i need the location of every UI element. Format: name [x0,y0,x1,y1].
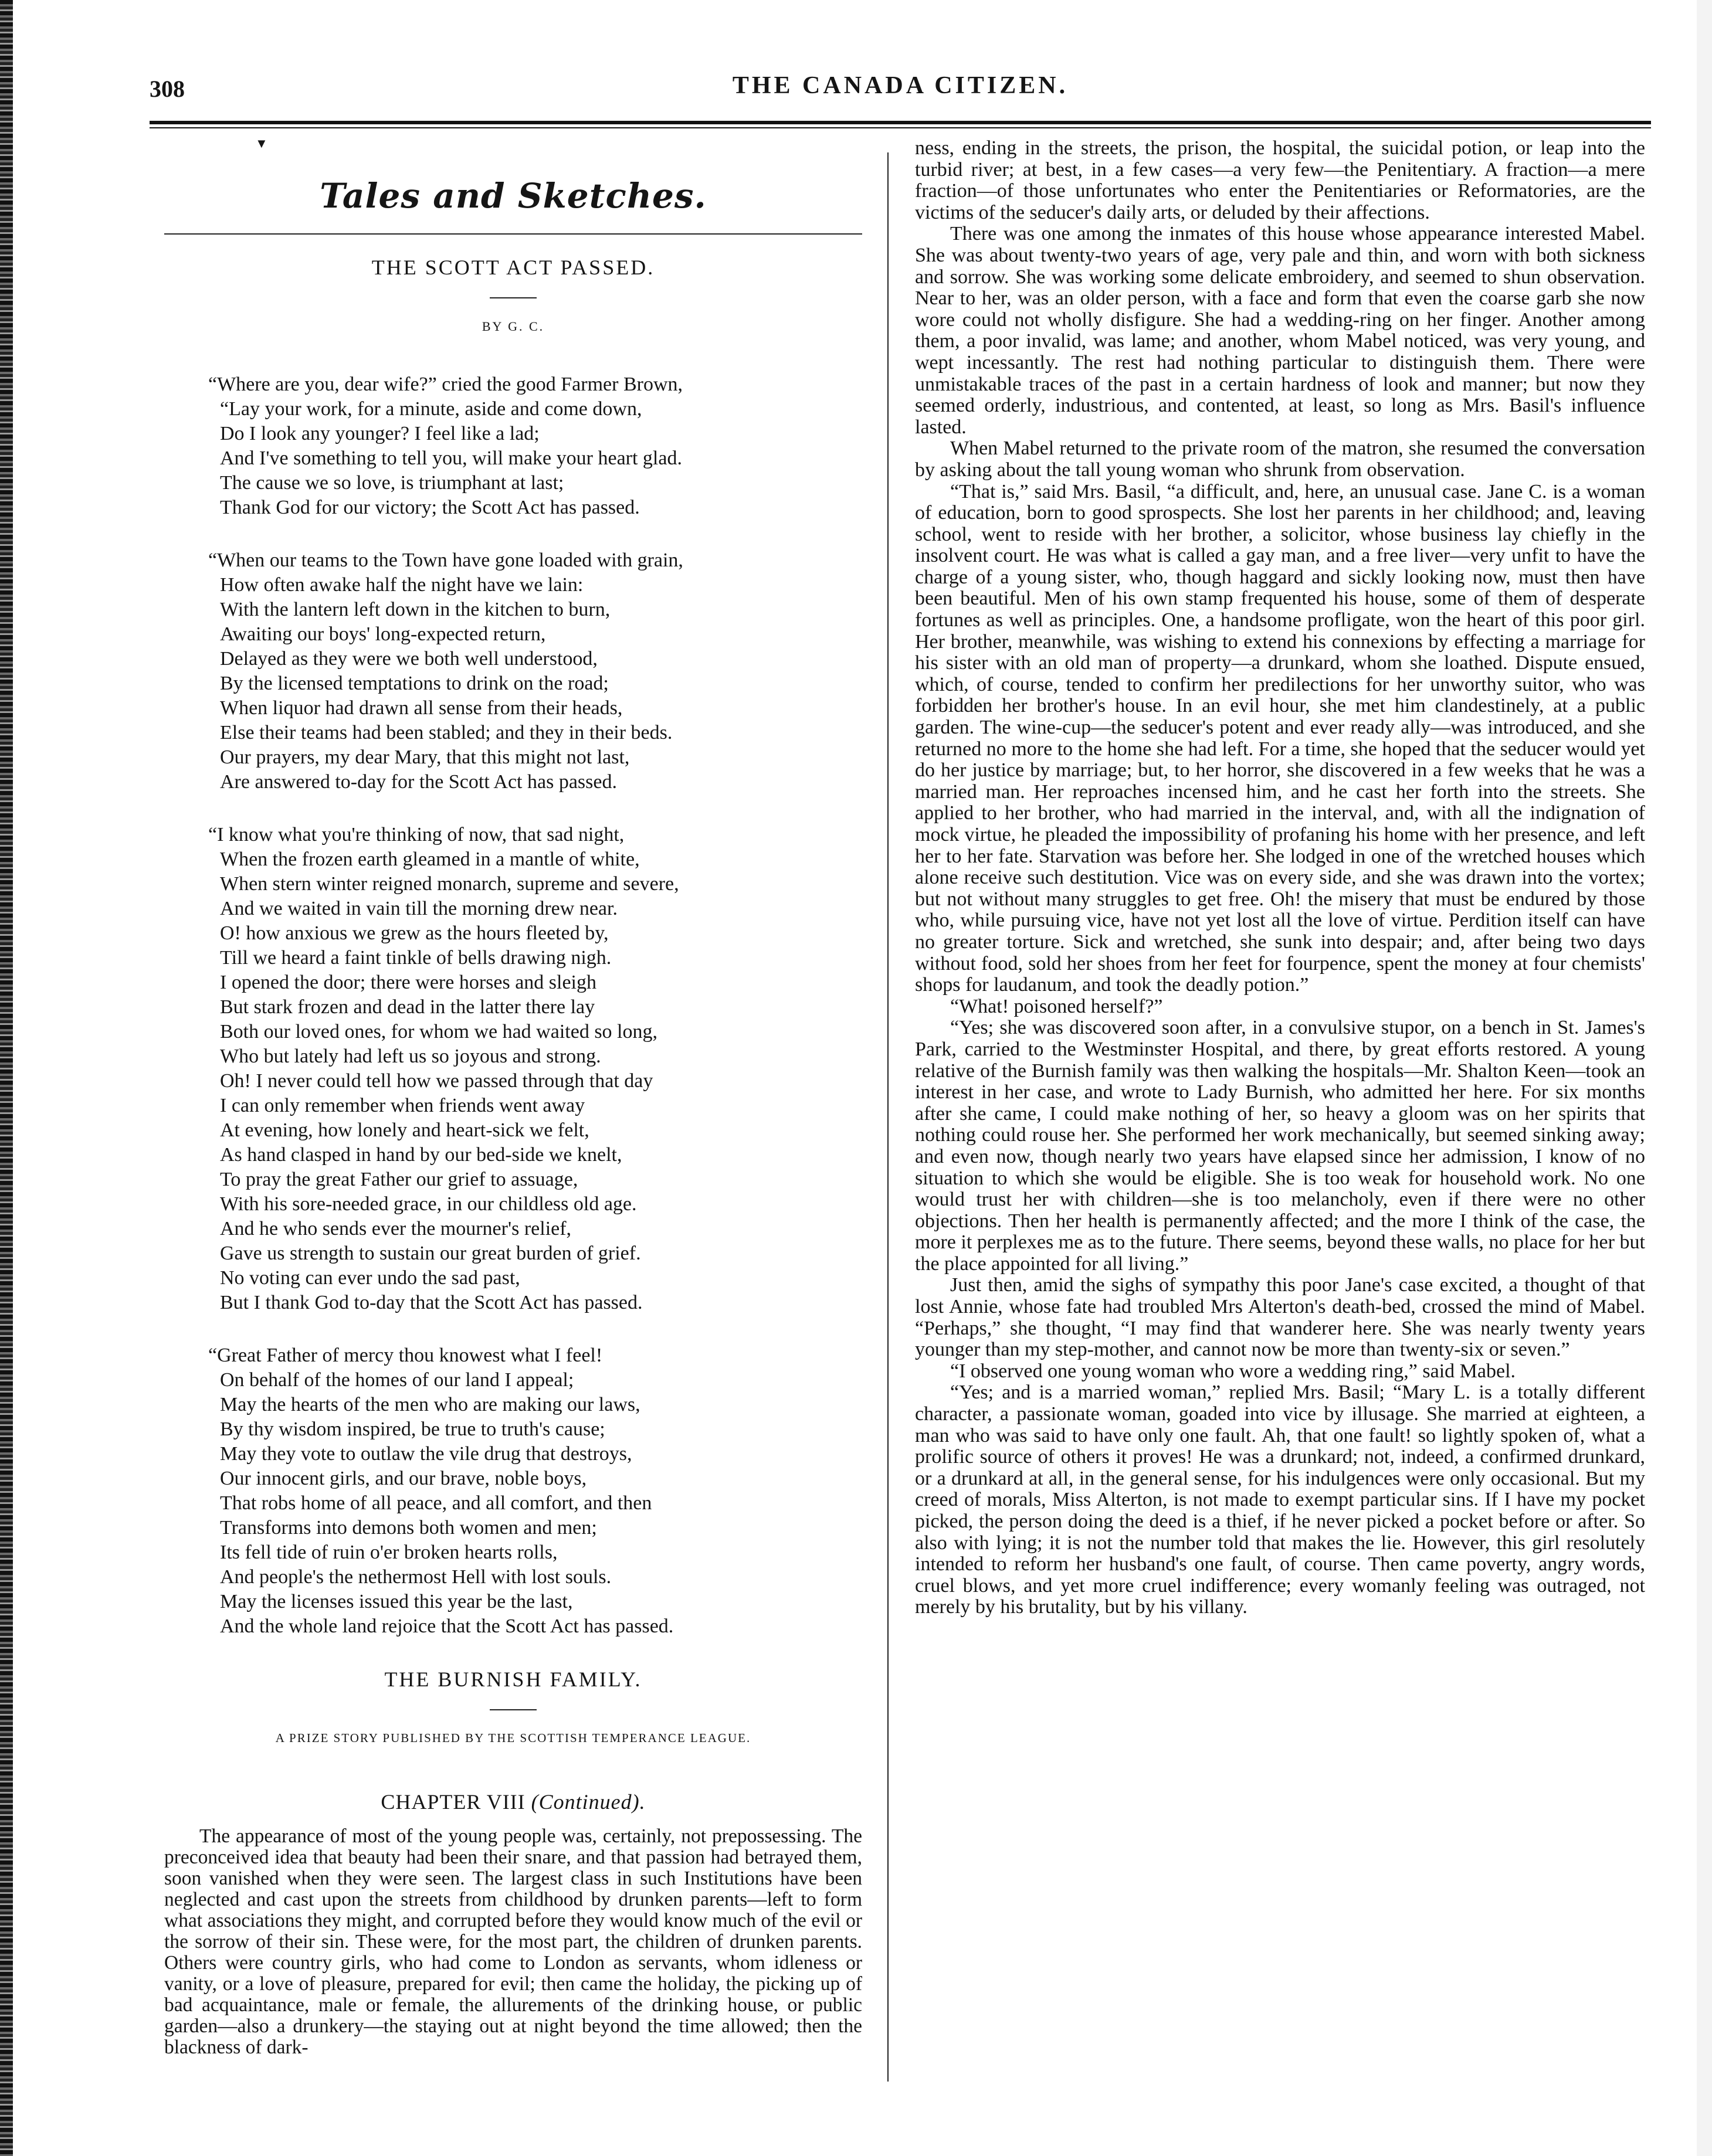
masthead [150,64,1651,117]
chapter-note: (Continued). [531,1790,646,1814]
poem-title: THE SCOTT ACT PASSED. [371,256,655,279]
page-number: 308 [150,76,185,102]
poem-line: That robs home of all peace, and all comfort, and then [220,1492,652,1514]
journal-title: THE CANADA CITIZEN. [732,72,1069,99]
poem-line: “Lay your work, for a minute, aside and come down, [220,398,642,420]
poem-line: “I know what you're thinking of now, that sad night, [208,824,625,846]
newspaper-page [150,64,1651,2117]
column-divider [887,152,889,2082]
story-title-rule [490,1709,537,1710]
poem-stanza [208,372,862,520]
page-margin-edge [1697,0,1712,2156]
story-paragraph: “Yes; she was discovered soon after, in a convulsive stupor, on a bench in St. James's Park, carried to the Westminster Hospital, and there, by great efforts restored. A young relative of the Burnish family was then walking the hospitals—Mr. Shalton Keen—took an interest in her case, and wrote to Lady Burnish, who admitted her here. For six months after she came, I could make nothing of her, so heavy a gloom was on her spirits that nothing could rouse her. She performed her work mechanically, but seemed sinking away; and even now, though nearly two years have elapsed since her admission, I know of no situation to which she would be eligible. She is too weak for household work. No one would trust her with children—she is too melancholy, even if there were no other objections. Then her health is permanently affected; and the more I think of the case, the more it perplexes me as to the future. There seems, beyond these walls, no place for her but the place appointed for all living.” [915,1017,1645,1275]
poem-line: At evening, how lonely and heart-sick we felt, [220,1119,589,1141]
poem-line: By the licensed temptations to drink on the road; [220,673,609,694]
poem-line: To pray the great Father our grief to assuage, [220,1169,578,1190]
poem-line: And he who sends ever the mourner's relief, [220,1218,572,1240]
story-paragraph: “Yes; and is a married woman,” replied Mrs. Basil; “Mary L. is a totally different character, a passionate woman, goaded into vice by illusage. She married at eighteen, a man who was said to have only one fault. Ah, that one fault! so lightly spoken of, what a prolific source of others it proves! He was a drunkard; not, indeed, a confirmed drunkard, or a drunkard at all, in the general sense, for his indulgences were only occasional. But my creed of morals, Miss Alterton, is not made to exempt particular sins. If I have my pocket picked, the person doing the deed is a thief, if he never picked a pocket before or after. So also with lying; it is not the number told that makes the lie. However, this girl resolutely intended to reform her husband's one fault, of course. Then came poverty, angry words, cruel blows, and yet more cruel indifference; every womanly feeling was outraged, not merely by his brutality, but by his villany. [915,1381,1645,1618]
masthead-rule-thin [150,127,1651,128]
poem-line: And I've something to tell you, will make your heart glad. [220,447,682,469]
poem-line: And we waited in vain till the morning drew near. [220,898,618,919]
story-paragraph: ness, ending in the streets, the prison, the hospital, the suicidal potion, or leap into the turbid river; at best, in a few cases—a very few—the Penitentiary. A fraction—a mere fraction—of those unfortunates who enter the Penitentiaries or Reformatories, are the victims of the seducer's daily arts, or deluded by their affections. [915,137,1645,223]
poem-line: “When our teams to the Town have gone loaded with grain, [208,549,683,571]
poem-line: And people's the nethermost Hell with lost souls. [220,1566,612,1588]
poem-line: Delayed as they were we both well understood, [220,648,598,670]
poem-line: The cause we so love, is triumphant at last; [220,472,564,494]
poem-line: Gave us strength to sustain our great burden of grief. [220,1242,641,1264]
chapter-label: CHAPTER VIII [381,1790,526,1814]
story-paragraph: When Mabel returned to the private room of the matron, she resumed the conversation by asking about the tall young woman who shrunk from observation. [915,437,1645,481]
poem-line: “Where are you, dear wife?” cried the good Farmer Brown, [208,374,683,395]
book-binding-edge [0,0,13,2156]
section-rule [164,233,862,235]
poem-stanza [208,1343,862,1639]
story-subtitle: A PRIZE STORY PUBLISHED BY THE SCOTTISH TEMPERANCE LEAGUE. [275,1731,751,1745]
masthead-rule-thick [150,121,1651,124]
poem-line: Do I look any younger? I feel like a lad; [220,423,540,444]
poem-line: “Great Father of mercy thou knowest what I feel! [208,1344,603,1366]
story-title: THE BURNISH FAMILY. [384,1668,642,1691]
story-paragraph: “What! poisoned herself?” [950,995,1163,1017]
poem-line: When stern winter reigned monarch, supreme and severe, [220,873,679,895]
chapter-heading [164,1790,862,1814]
poem-line: With his sore-needed grace, in our childless old age. [220,1193,637,1215]
poem-line: With the lantern left down in the kitchen to burn, [220,599,611,620]
poem-line: How often awake half the night have we lain: [220,574,584,596]
poem-line: Its fell tide of ruin o'er broken hearts rolls, [220,1542,558,1563]
poem-line: Till we heard a faint tinkle of bells drawing nigh. [220,947,612,969]
printer-mark-icon: ▼ [255,136,268,151]
section-heading: Tales and Sketches. [320,176,707,216]
title-rule [490,297,537,298]
poem-line: Our innocent girls, and our brave, noble boys, [220,1468,587,1489]
poem-line: I can only remember when friends went away [220,1095,585,1116]
poem-line: And the whole land rejoice that the Scott Act has passed. [220,1615,674,1637]
poem-line: But I thank God to-day that the Scott Act has passed. [220,1292,643,1313]
poem-line: Are answered to-day for the Scott Act has passed. [220,771,617,793]
story-paragraph: The appearance of most of the young people was, certainly, not prepossessing. The preconceived idea that beauty had been their snare, and that passion had betrayed them, soon vanished when they were seen. The largest class in such Institutions have been neglected and cast upon the streets from childhood by drunken parents—left to form what associations they might, and corrupted before they would know much of the evil or the sorrow of their sin. These were, for the most part, the children of drunken parents. Others were country girls, who had come to London as servants, whom idleness or vanity, or a love of pleasure, prepared for evil; then came the holiday, the picking up of bad acquaintance, male or female, the allurements of the drinking house, or public garden—also a drunkery—the staying out at night beyond the time allowed; then the blackness of dark- [164,1825,862,2058]
poem-line: May the licenses issued this year be the last, [220,1591,573,1612]
poem-stanza [208,823,862,1315]
poem-line: May they vote to outlaw the vile drug that destroys, [220,1443,632,1465]
poem-line: As hand clasped in hand by our bed-side we knelt, [220,1144,622,1166]
poem-line: May the hearts of the men who are making our laws, [220,1394,640,1415]
right-column [915,138,1645,1618]
poem-line: Both our loved ones, for whom we had waited so long, [220,1021,657,1043]
poem-line: Thank God for our victory; the Scott Act has passed. [220,497,640,518]
poem-line: I opened the door; there were horses and sleigh [220,972,596,993]
story-paragraph: “That is,” said Mrs. Basil, “a difficult, and, here, an unusual case. Jane C. is a woman of education, born to good sprospects. She lost her parents in her childhood; and, leaving school, went to reside with her brother, a solicitor, whose business lay chiefly in the insolvent court. He was what is called a gay man, and a free liver—very unfit to have the charge of a young sister, who, though haggard and sickly looking now, must then have been beautiful. Men of his own stamp frequented his house, some of them of desperate fortunes as well as principles. One, a handsome profligate, won the heart of this poor girl. Her brother, meanwhile, was wishing to extend his connexions by effecting a marriage for his sister with an old man of property—a drunkard, whom she loathed. Dispute ensued, which, of course, tended to confirm her predilections for her unworthy suitor, who was forbidden her brother's house. In an evil hour, she met him clandestinely, at a public garden. The wine-cup—the seducer's potent and ever ready ally—was introduced, and she returned no more to the home she had left. For a time, she hoped that the seducer would yet do her justice by marriage; but, to her horror, she discovered in a few weeks that he was a married man. Her reproaches incensed him, and he cast her forth into the streets. She applied to her brother, who had married in the interval, and, with all the indignation of mock virtue, he pleaded the impossibility of profaning his home with her presence, and left her to her fate. Starvation was before her. She lodged in one of the wretched houses which alone receive such destitution. Vice was on every side, and she was drawn into the vortex; but not without many struggles to get free. Oh! the misery that must be endured by those who, while pursuing vice, have not yet lost all the love of virtue. Perdition itself can have no greater torture. Sick and wretched, she sunk into despair; and, after being two days without food, sold her shoes from her feet for fourpence, spent the money at four chemists' shops for laudanum, and took the deadly potion.” [915,480,1645,996]
story-paragraph: “I observed one young woman who wore a wedding ring,” said Mabel. [950,1360,1516,1382]
poem-line: When liquor had drawn all sense from their heads, [220,697,623,719]
poem-line: On behalf of the homes of our land I appeal; [220,1369,574,1391]
story-paragraph: There was one among the inmates of this house whose appearance interested Mabel. She was about twenty-two years of age, very pale and thin, and worn with both sickness and sorrow. She was working some delicate embroidery, and seemed to shun observation. Near to her, was an older person, with a face and form that even the coarse garb she now wore could not wholly disfigure. She had a wedding-ring on her finger. Another among them, a poor invalid, was lame; and another, whom Mabel noticed, was very young, and wept incessantly. The rest had nothing particular to distinguish them. There were unmistakable traces of the past in a certain hardness of look and manner; but now they seemed orderly, industrious, and contented, at least, so long as Mrs. Basil's influence lasted. [915,223,1645,438]
poem-line: When the frozen earth gleamed in a mantle of white, [220,848,640,870]
poem-line: Oh! I never could tell how we passed through that day [220,1070,653,1092]
poem-line: Awaiting our boys' long-expected return, [220,623,546,645]
poem-line: Who but lately had left us so joyous and strong. [220,1045,601,1067]
poem-body [164,372,862,1639]
poem-line: Transforms into demons both women and men; [220,1517,597,1539]
poem-line: No voting can ever undo the sad past, [220,1267,520,1289]
poem-line: But stark frozen and dead in the latter there lay [220,996,595,1018]
poem-line: By thy wisdom inspired, be true to truth's cause; [220,1418,605,1440]
poem-byline: BY G. C. [482,319,545,334]
story-paragraph: Just then, amid the sighs of sympathy this poor Jane's case excited, a thought of that lost Annie, whose fate had troubled Mrs Alterton's death-bed, crossed the mind of Mabel. “Perhaps,” she thought, “I may find that wanderer here. She was nearly twenty years younger than my step-mother, and cannot now be more than twenty-six or seven.” [915,1274,1645,1361]
poem-line: Our prayers, my dear Mary, that this might not last, [220,746,630,768]
left-column [164,176,862,2058]
poem-line: Else their teams had been stabled; and they in their beds. [220,722,673,743]
poem-stanza [208,548,862,795]
poem-line: O! how anxious we grew as the hours fleeted by, [220,922,609,944]
